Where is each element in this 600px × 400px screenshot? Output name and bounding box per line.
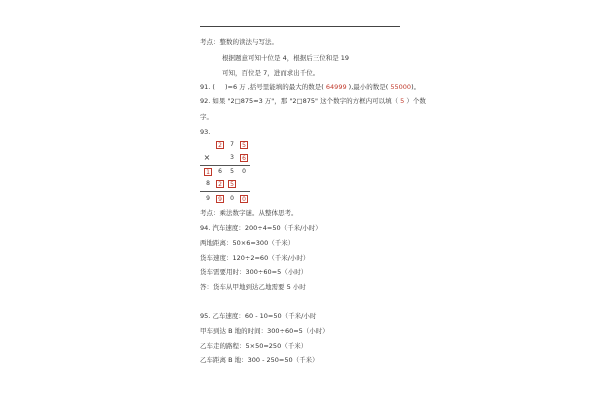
- calc-digit: 9: [206, 195, 210, 202]
- q94-answer: 答：货车从甲地到达乙地需要 5 小时: [200, 283, 306, 291]
- question-93-number: 93.: [200, 128, 211, 136]
- calc-digit: 5: [230, 168, 234, 175]
- q91-min-answer: 55000: [390, 83, 412, 91]
- calc-box: 5: [228, 180, 236, 188]
- calc-rule: [200, 165, 250, 166]
- calc-box: 1: [204, 168, 212, 176]
- calc-box: 2: [216, 180, 224, 188]
- question-91: [200, 83, 420, 91]
- calc-digit: 7: [230, 141, 234, 148]
- q95-line: 95. 乙车速度：60 - 10=50（千米/小时: [200, 312, 317, 320]
- question-92-cont: 字。: [200, 113, 213, 121]
- q91-text2: ),最小的数是(: [348, 83, 389, 91]
- calc-box: 9: [216, 195, 224, 203]
- explanation-line: 可知，百位是 7，进而求出千位。: [222, 69, 320, 77]
- top-divider: [200, 26, 400, 27]
- calc-digit: 0: [242, 168, 246, 175]
- q91-end: )。: [411, 83, 421, 91]
- q92-text: 92. 如果 "2□875≈3 万"，那 "2□875" 这个数字的方框内可以填（: [200, 97, 399, 105]
- topic-note: 考点：乘法数字谜。从整体思考。: [200, 209, 298, 217]
- q95-line: 乙车距离 B 地：300 - 250=50（千米）: [200, 356, 319, 364]
- calc-rule: [200, 191, 250, 192]
- q91-text: )=6 万 ,括号里能填的最大的数是(: [224, 83, 324, 91]
- q94-line: 94. 汽车速度：200÷4=50（千米/小时）: [200, 224, 322, 232]
- q92-answer: 5: [400, 97, 405, 105]
- calc-digit: 6: [218, 168, 222, 175]
- multiply-sign: ×: [203, 153, 211, 162]
- q95-line: 乙车走的路程：5×50=250（千米）: [200, 342, 308, 350]
- q91-open: (: [212, 83, 215, 91]
- q94-line: 两地距离：50×6=300（千米）: [200, 239, 295, 247]
- q91-max-answer: 64999: [325, 83, 347, 91]
- q94-line: 货车速度：120÷2=60（千米/小时）: [200, 254, 310, 262]
- topic-note: 考点：整数的读法与写法。: [200, 38, 278, 46]
- calc-digit: 8: [206, 180, 210, 187]
- q94-line: 货车需要用时：300÷60=5（小时）: [200, 268, 308, 276]
- calc-box: 0: [240, 195, 248, 203]
- calc-box: 5: [240, 141, 248, 149]
- calc-box: 6: [240, 154, 248, 162]
- calc-box: 2: [216, 141, 224, 149]
- explanation-line: 根据题意可知十位是 4，根据后三位和是 19: [222, 54, 350, 62]
- question-92: [200, 97, 426, 105]
- calc-digit: 0: [230, 195, 234, 202]
- q95-line: 甲车到达 B 地的时间：300÷60=5（小时）: [200, 327, 329, 335]
- q91-number: 91.: [200, 83, 211, 91]
- calc-digit: 3: [230, 154, 234, 161]
- q92-end: ）个数: [406, 97, 426, 105]
